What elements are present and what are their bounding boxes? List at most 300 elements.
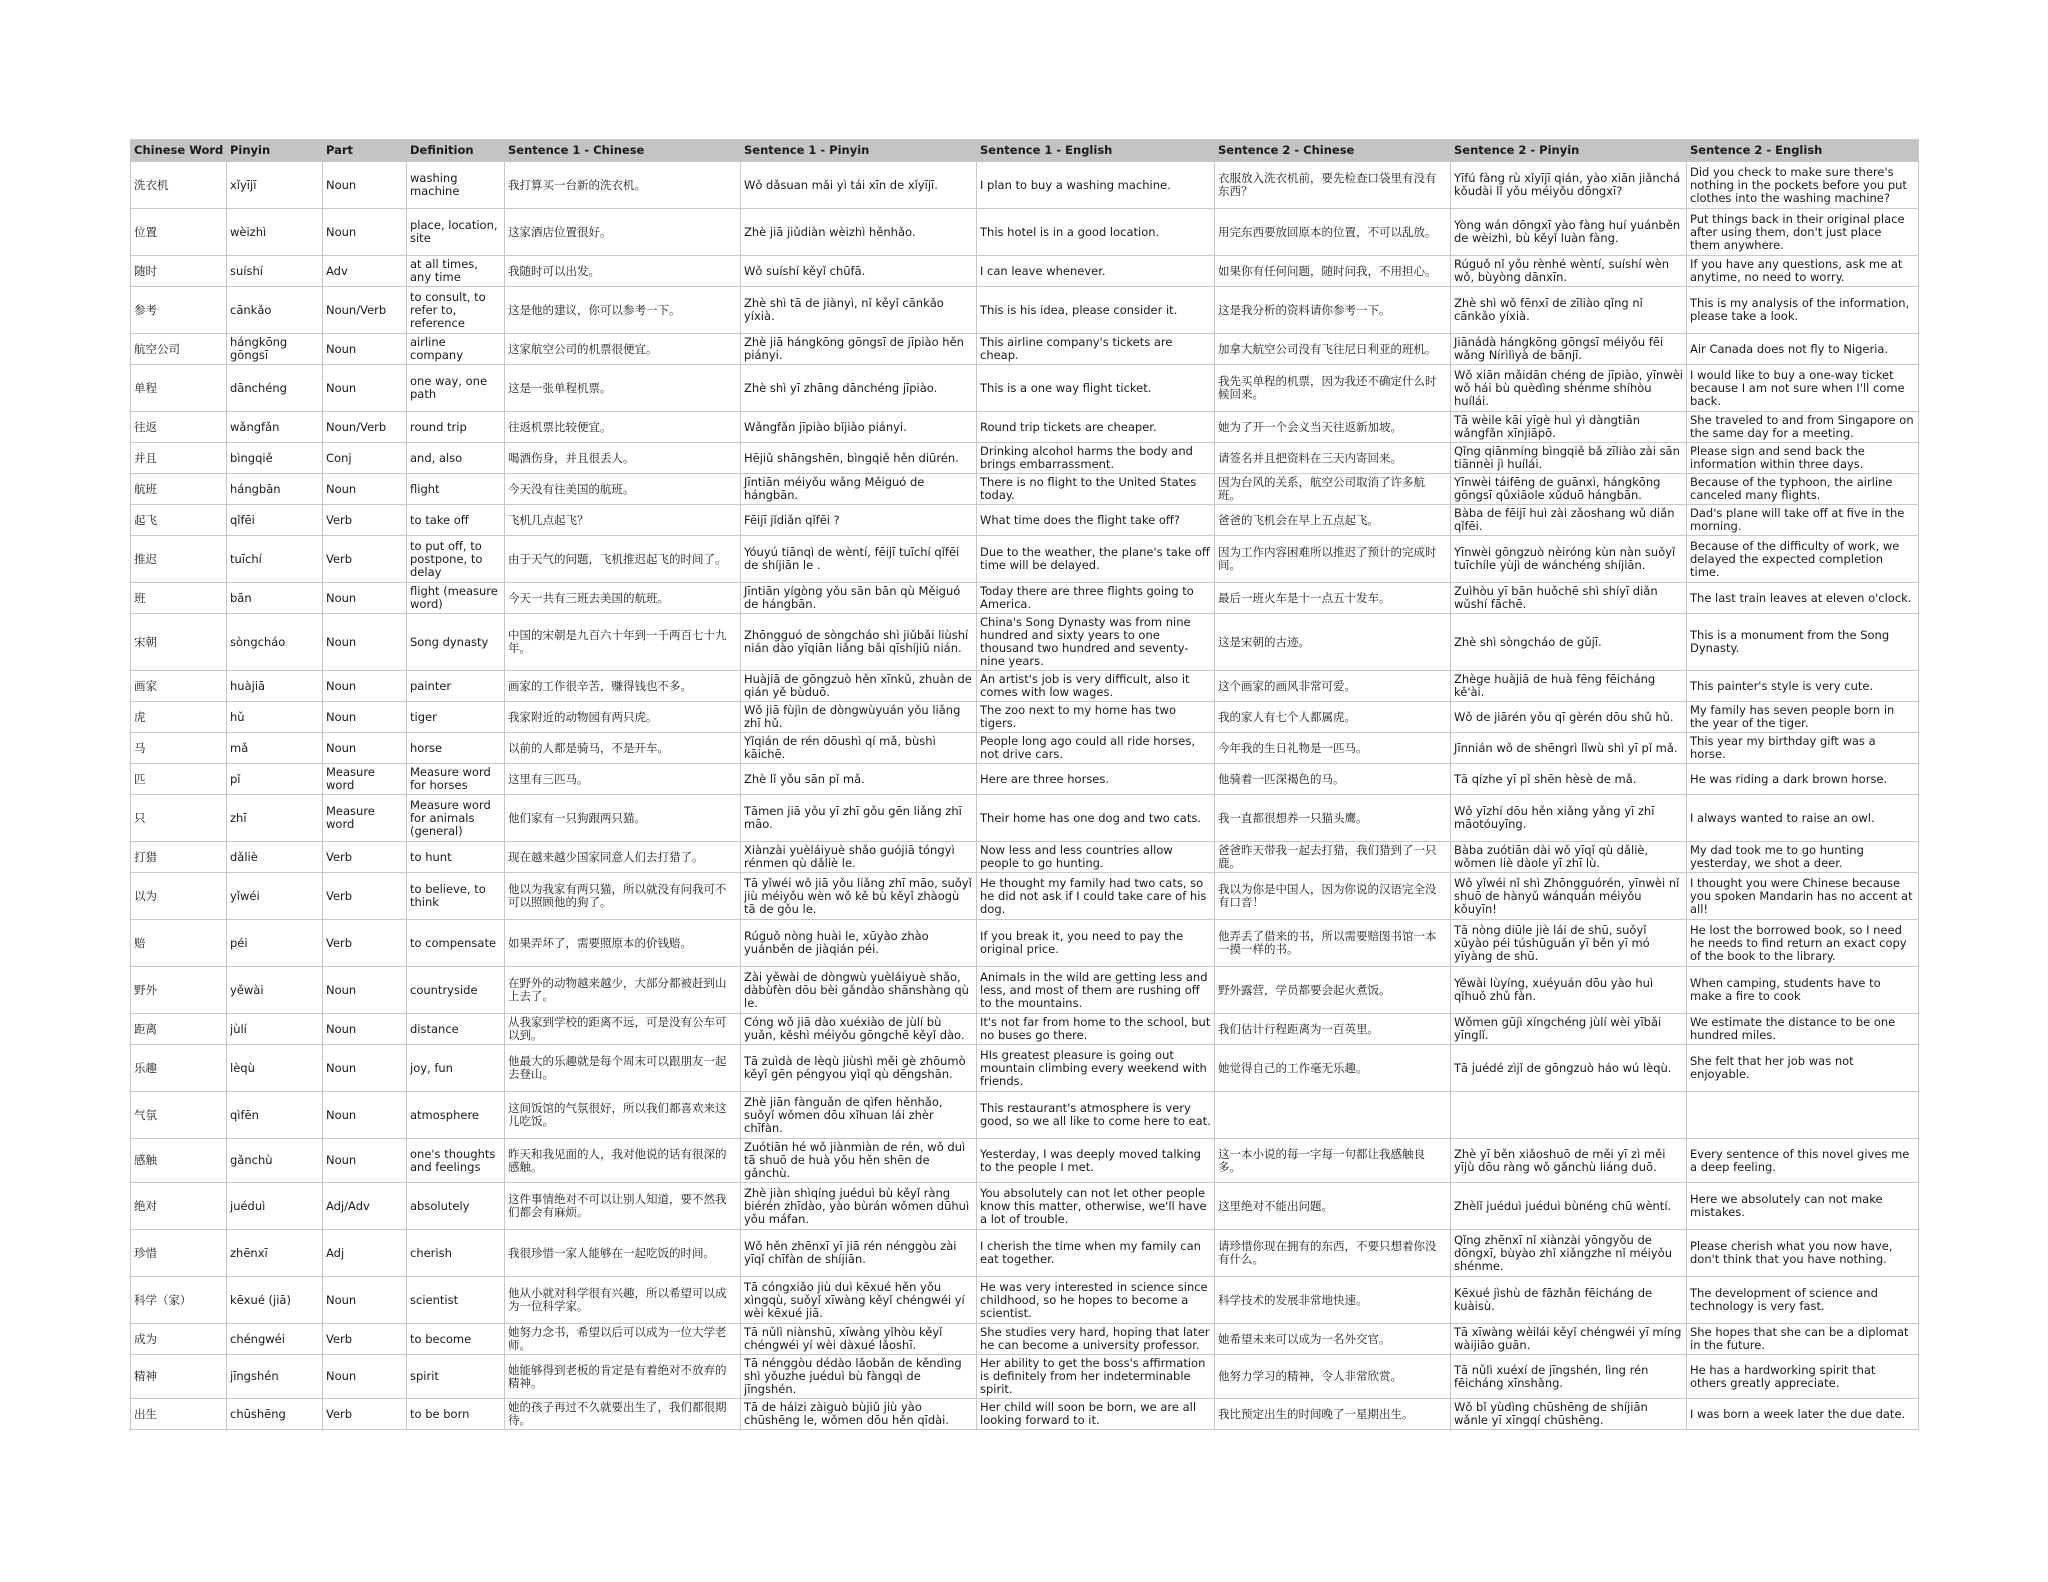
cell-s1-english: Her child will soon be born, we are all looking forward to it.	[977, 1399, 1215, 1430]
cell-s1-pinyin: Rúguǒ nòng huài le, xūyào zhào yuánběn de jiàqián péi.	[741, 920, 977, 967]
cell-s2-chinese: 他骑着一匹深褐色的马。	[1215, 764, 1451, 795]
cell-s2-chinese: 爸爸的飞机会在早上五点起飞。	[1215, 505, 1451, 536]
cell-definition: to believe, to think	[407, 873, 505, 920]
cell-s1-pinyin: Wǒ suíshí kěyǐ chūfā.	[741, 256, 977, 287]
cell-part: Noun	[323, 1277, 407, 1324]
cell-chinese-word: 航空公司	[131, 334, 227, 365]
cell-s1-chinese: 这是一张单程机票。	[505, 365, 741, 412]
cell-s2-english: The last train leaves at eleven o'clock.	[1687, 583, 1919, 614]
cell-s1-pinyin: Jīntiān méiyǒu wǎng Měiguó de hángbān.	[741, 474, 977, 505]
cell-s1-pinyin: Zhè lǐ yǒu sān pǐ mǎ.	[741, 764, 977, 795]
cell-s2-chinese: 野外露营，学员都要会起火煮饭。	[1215, 967, 1451, 1014]
cell-pinyin: jīngshén	[227, 1355, 323, 1399]
cell-s1-chinese: 她的孩子再过不久就要出生了，我们都很期待。	[505, 1399, 741, 1430]
cell-chinese-word: 随时	[131, 256, 227, 287]
table-row	[131, 795, 1919, 842]
cell-pinyin: bìngqiě	[227, 443, 323, 474]
cell-pinyin: dǎliè	[227, 842, 323, 873]
cell-s2-pinyin: Wǒ de jiārén yǒu qī gèrén dōu shǔ hǔ.	[1451, 702, 1687, 733]
cell-chinese-word: 马	[131, 733, 227, 764]
cell-part: Noun	[323, 1139, 407, 1183]
cell-s2-english: I was born a week later the due date.	[1687, 1399, 1919, 1430]
cell-definition: at all times, any time	[407, 256, 505, 287]
cell-definition: horse	[407, 733, 505, 764]
cell-s2-english: Because of the difficulty of work, we delayed the expected completion time.	[1687, 536, 1919, 583]
cell-s2-chinese: 衣服放入洗衣机前，要先检查口袋里有没有东西？	[1215, 162, 1451, 209]
cell-part: Conj	[323, 443, 407, 474]
cell-s1-pinyin: Zhōngguó de sòngcháo shì jiǔbǎi liùshí nián dào yīqiān liǎng bǎi qīshíjiǔ nián.	[741, 614, 977, 671]
cell-pinyin: wǎngfǎn	[227, 412, 323, 443]
col-header-s2-pinyin: Sentence 2 - Pinyin	[1451, 140, 1687, 162]
table-row	[131, 1014, 1919, 1045]
cell-chinese-word: 精神	[131, 1355, 227, 1399]
cell-s2-chinese: 我的家人有七个人都属虎。	[1215, 702, 1451, 733]
cell-s2-english: This is a monument from the Song Dynasty.	[1687, 614, 1919, 671]
cell-chinese-word: 珍惜	[131, 1230, 227, 1277]
cell-chinese-word: 出生	[131, 1399, 227, 1430]
table-row	[131, 873, 1919, 920]
cell-s1-english: Here are three horses.	[977, 764, 1215, 795]
cell-s1-pinyin: Tā nǔlì niànshū, xīwàng yǐhòu kěyǐ chéngwéi yí wèi dàxué lǎoshī.	[741, 1324, 977, 1355]
table-row	[131, 536, 1919, 583]
cell-pinyin: chūshēng	[227, 1399, 323, 1430]
cell-s1-chinese: 从我家到学校的距离不远，可是没有公车可以到。	[505, 1014, 741, 1045]
col-header-s2-english: Sentence 2 - English	[1687, 140, 1919, 162]
cell-chinese-word: 绝对	[131, 1183, 227, 1230]
cell-s1-chinese: 今天一共有三班去美国的航班。	[505, 583, 741, 614]
cell-pinyin: sòngcháo	[227, 614, 323, 671]
cell-part: Adj/Adv	[323, 1183, 407, 1230]
cell-s2-chinese: 因为台风的关系，航空公司取消了许多航班。	[1215, 474, 1451, 505]
table-row	[131, 1324, 1919, 1355]
cell-s2-pinyin: Tā wèile kāi yīgè huì yì dàngtiān wǎngfǎn xīnjiāpō.	[1451, 412, 1687, 443]
cell-s2-pinyin: Wǒ yǐwéi nǐ shì Zhōngguórén, yīnwèi nǐ shuō de hànyǔ wánquán méiyǒu kǒuyīn!	[1451, 873, 1687, 920]
cell-pinyin: zhēnxī	[227, 1230, 323, 1277]
cell-definition: round trip	[407, 412, 505, 443]
cell-s1-chinese: 他最大的乐趣就是每个周末可以跟朋友一起去登山。	[505, 1045, 741, 1092]
cell-s1-english: Yesterday, I was deeply moved talking to the people I met.	[977, 1139, 1215, 1183]
cell-s2-english: Air Canada does not fly to Nigeria.	[1687, 334, 1919, 365]
cell-s2-english: She hopes that she can be a diplomat in the future.	[1687, 1324, 1919, 1355]
cell-chinese-word: 科学（家）	[131, 1277, 227, 1324]
cell-s1-english: I cherish the time when my family can eat together.	[977, 1230, 1215, 1277]
cell-s1-english: You absolutely can not let other people know this matter, otherwise, we'll have a lot of trouble.	[977, 1183, 1215, 1230]
cell-s1-pinyin: Zài yěwài de dòngwù yuèláiyuè shǎo, dàbùfèn dōu bèi gǎndào shānshàng qù le.	[741, 967, 977, 1014]
cell-s1-chinese: 她努力念书，希望以后可以成为一位大学老师。	[505, 1324, 741, 1355]
cell-s1-english: People long ago could all ride horses, not drive cars.	[977, 733, 1215, 764]
cell-definition: distance	[407, 1014, 505, 1045]
cell-chinese-word: 赔	[131, 920, 227, 967]
cell-s2-pinyin: Qǐng zhēnxī nǐ xiànzài yōngyǒu de dōngxī, bùyào zhǐ xiǎngzhe nǐ méiyǒu shénme.	[1451, 1230, 1687, 1277]
cell-s2-english: Here we absolutely can not make mistakes.	[1687, 1183, 1919, 1230]
cell-part: Measure word	[323, 795, 407, 842]
cell-part: Noun	[323, 209, 407, 256]
cell-s2-chinese: 我先买单程的机票，因为我还不确定什么时候回来。	[1215, 365, 1451, 412]
cell-definition: spirit	[407, 1355, 505, 1399]
cell-s1-pinyin: Zuótiān hé wǒ jiànmiàn de rén, wǒ duì tā shuō de huà yǒu hěn shēn de gǎnchù.	[741, 1139, 977, 1183]
cell-s1-english: The zoo next to my home has two tigers.	[977, 702, 1215, 733]
cell-s2-english: He lost the borrowed book, so I need he needs to find return an exact copy of the book to the library.	[1687, 920, 1919, 967]
cell-s2-pinyin: Yīnwèi gōngzuò nèiróng kùn nàn suǒyǐ tuīchíle yùjì de wánchéng shíjiān.	[1451, 536, 1687, 583]
cell-s1-chinese: 昨天和我见面的人，我对他说的话有很深的感触。	[505, 1139, 741, 1183]
cell-part: Noun	[323, 967, 407, 1014]
table-row	[131, 920, 1919, 967]
col-header-s1-chinese: Sentence 1 - Chinese	[505, 140, 741, 162]
cell-s2-english: When camping, students have to make a fire to cook	[1687, 967, 1919, 1014]
cell-s2-english: He was riding a dark brown horse.	[1687, 764, 1919, 795]
cell-s1-chinese: 他以为我家有两只猫，所以就没有问我可不可以照顾他的狗了。	[505, 873, 741, 920]
cell-part: Adv	[323, 256, 407, 287]
cell-chinese-word: 宋朝	[131, 614, 227, 671]
cell-part: Verb	[323, 873, 407, 920]
cell-s2-pinyin: Yěwài lùyíng, xuéyuán dōu yào huì qǐhuǒ zhǔ fàn.	[1451, 967, 1687, 1014]
table-row	[131, 671, 1919, 702]
table-row	[131, 1092, 1919, 1139]
table-row	[131, 1399, 1919, 1430]
cell-s1-pinyin: Tā cóngxiǎo jiù duì kēxué hěn yǒu xìngqù, suǒyǐ xīwàng kěyǐ chéngwéi yí wèi kēxué jiā.	[741, 1277, 977, 1324]
cell-definition: to put off, to postpone, to delay	[407, 536, 505, 583]
cell-s1-chinese: 在野外的动物越来越少，大部分都被赶到山上去了。	[505, 967, 741, 1014]
cell-part: Adj	[323, 1230, 407, 1277]
cell-s2-pinyin: Zhè shì wǒ fēnxī de zīliào qǐng nǐ cānkǎo yíxià.	[1451, 287, 1687, 334]
cell-pinyin: péi	[227, 920, 323, 967]
table-row	[131, 365, 1919, 412]
cell-pinyin: hángkōng gōngsī	[227, 334, 323, 365]
cell-s2-chinese: 爸爸昨天带我一起去打猎，我们猎到了一只鹿。	[1215, 842, 1451, 873]
cell-s1-chinese: 我打算买一台新的洗衣机。	[505, 162, 741, 209]
cell-s1-english: This restaurant's atmosphere is very good, so we all like to come here to eat.	[977, 1092, 1215, 1139]
cell-pinyin: zhī	[227, 795, 323, 842]
cell-pinyin: lèqù	[227, 1045, 323, 1092]
cell-s1-chinese: 以前的人都是骑马，不是开车。	[505, 733, 741, 764]
cell-s1-english: This hotel is in a good location.	[977, 209, 1215, 256]
cell-s1-chinese: 她能够得到老板的肯定是有着绝对不放弃的精神。	[505, 1355, 741, 1399]
cell-s2-pinyin: Tā xīwàng wèilái kěyǐ chéngwéi yī míng wàijiāo guān.	[1451, 1324, 1687, 1355]
cell-chinese-word: 并且	[131, 443, 227, 474]
cell-s1-chinese: 由于天气的问题，飞机推迟起飞的时间了。	[505, 536, 741, 583]
cell-s2-pinyin: Kēxué jìshù de fāzhǎn fēicháng de kuàisù.	[1451, 1277, 1687, 1324]
cell-s1-pinyin: Yóuyú tiānqì de wèntí, fēijī tuīchí qǐfēi de shíjiān le .	[741, 536, 977, 583]
cell-pinyin: xǐyījī	[227, 162, 323, 209]
cell-part: Verb	[323, 1399, 407, 1430]
cell-part: Verb	[323, 536, 407, 583]
cell-s2-english: Because of the typhoon, the airline canceled many flights.	[1687, 474, 1919, 505]
cell-s2-chinese: 这个画家的画风非常可爱。	[1215, 671, 1451, 702]
cell-s1-chinese: 今天没有往美国的航班。	[505, 474, 741, 505]
cell-chinese-word: 推迟	[131, 536, 227, 583]
cell-definition: flight	[407, 474, 505, 505]
cell-s2-pinyin: Yīfú fàng rù xǐyījī qián, yào xiān jiǎnchá kǒudài lǐ yǒu méiyǒu dōngxī?	[1451, 162, 1687, 209]
cell-s2-chinese: 这一本小说的每一字每一句都让我感触良多。	[1215, 1139, 1451, 1183]
cell-definition: to become	[407, 1324, 505, 1355]
cell-s2-chinese: 我一直都很想养一只猫头鹰。	[1215, 795, 1451, 842]
cell-pinyin: pǐ	[227, 764, 323, 795]
cell-s2-chinese: 他努力学习的精神，令人非常欣赏。	[1215, 1355, 1451, 1399]
table-row	[131, 764, 1919, 795]
cell-s1-english: Her ability to get the boss's affirmation is definitely from her indeterminable spirit.	[977, 1355, 1215, 1399]
cell-definition: and, also	[407, 443, 505, 474]
cell-s1-pinyin: Tā yǐwéi wǒ jiā yǒu liǎng zhī māo, suǒyǐ jiù méiyǒu wèn wǒ kě bù kěyǐ zhàogù tā de gǒu le.	[741, 873, 977, 920]
cell-s1-pinyin: Jīntiān yígòng yǒu sān bān qù Měiguó de hángbān.	[741, 583, 977, 614]
cell-chinese-word: 位置	[131, 209, 227, 256]
cell-part: Noun	[323, 1014, 407, 1045]
cell-part: Verb	[323, 920, 407, 967]
cell-s2-english: I thought you were Chinese because you spoken Mandarin has no accent at all!	[1687, 873, 1919, 920]
cell-s1-pinyin: Wǒ hěn zhēnxī yī jiā rén nénggòu zài yīqǐ chīfàn de shíjiān.	[741, 1230, 977, 1277]
cell-definition: Measure word for animals (general)	[407, 795, 505, 842]
cell-s1-english: What time does the flight take off?	[977, 505, 1215, 536]
cell-chinese-word: 距离	[131, 1014, 227, 1045]
cell-chinese-word: 虎	[131, 702, 227, 733]
cell-chinese-word: 乐趣	[131, 1045, 227, 1092]
vocabulary-table	[130, 139, 1919, 1430]
table-row	[131, 412, 1919, 443]
cell-s2-pinyin: Jiānádà hángkōng gōngsī méiyǒu fēi wǎng Nírìlìyà de bānjī.	[1451, 334, 1687, 365]
cell-pinyin: juéduì	[227, 1183, 323, 1230]
cell-s2-english: If you have any questions, ask me at anytime, no need to worry.	[1687, 256, 1919, 287]
cell-s2-chinese: 我以为你是中国人，因为你说的汉语完全没有口音！	[1215, 873, 1451, 920]
cell-s1-english: China's Song Dynasty was from nine hundred and sixty years to one thousand two hundred and seventy-nine years.	[977, 614, 1215, 671]
cell-s1-pinyin: Tā zuìdà de lèqù jiùshì měi gè zhōumò kěyǐ gēn péngyou yìqǐ qù dēngshān.	[741, 1045, 977, 1092]
cell-pinyin: kēxué (jiā)	[227, 1277, 323, 1324]
table-row	[131, 1139, 1919, 1183]
cell-s1-chinese: 中国的宋朝是九百六十年到一千两百七十九年。	[505, 614, 741, 671]
table-body	[131, 162, 1919, 1430]
table-row	[131, 334, 1919, 365]
cell-s1-chinese: 这里有三匹马。	[505, 764, 741, 795]
cell-s2-english: Every sentence of this novel gives me a deep feeling.	[1687, 1139, 1919, 1183]
cell-s2-pinyin: Yīnwèi táifēng de guānxì, hángkōng gōngsī qǔxiāole xǔduō hángbān.	[1451, 474, 1687, 505]
cell-s1-english: I can leave whenever.	[977, 256, 1215, 287]
cell-chinese-word: 班	[131, 583, 227, 614]
cell-part: Noun	[323, 365, 407, 412]
cell-part: Noun	[323, 162, 407, 209]
cell-s1-chinese: 画家的工作很辛苦，赚得钱也不多。	[505, 671, 741, 702]
cell-s2-english: He has a hardworking spirit that others greatly appreciate.	[1687, 1355, 1919, 1399]
cell-s1-pinyin: Zhè jiā jiǔdiàn wèizhì hěnhǎo.	[741, 209, 977, 256]
cell-pinyin: jùlí	[227, 1014, 323, 1045]
cell-pinyin: suíshí	[227, 256, 323, 287]
cell-s1-chinese: 我很珍惜一家人能够在一起吃饭的时间。	[505, 1230, 741, 1277]
cell-s1-english: She studies very hard, hoping that later he can become a university professor.	[977, 1324, 1215, 1355]
cell-pinyin: yǐwéi	[227, 873, 323, 920]
table-row	[131, 505, 1919, 536]
cell-s1-chinese: 这家航空公司的机票很便宜。	[505, 334, 741, 365]
cell-s1-chinese: 我家附近的动物园有两只虎。	[505, 702, 741, 733]
cell-s1-english: HIs greatest pleasure is going out mountain climbing every weekend with friends.	[977, 1045, 1215, 1092]
cell-s2-pinyin: Qǐng qiānmíng bìngqiě bǎ zīliào zài sān tiānnèi jì huílái.	[1451, 443, 1687, 474]
cell-s2-chinese: 如果你有任何问题，随时问我，不用担心。	[1215, 256, 1451, 287]
cell-pinyin: mǎ	[227, 733, 323, 764]
cell-s1-chinese: 现在越来越少国家同意人们去打猎了。	[505, 842, 741, 873]
cell-s1-chinese: 飞机几点起飞？	[505, 505, 741, 536]
cell-part: Verb	[323, 842, 407, 873]
cell-s1-pinyin: Zhè jiān fànguǎn de qìfen hěnhǎo, suǒyǐ wǒmen dōu xǐhuan lái zhèr chīfàn.	[741, 1092, 977, 1139]
table-row	[131, 287, 1919, 334]
cell-s2-pinyin: Tā nǔlì xuéxí de jīngshén, lìng rén fēicháng xīnshǎng.	[1451, 1355, 1687, 1399]
table-row	[131, 1045, 1919, 1092]
cell-s1-english: If you break it, you need to pay the original price.	[977, 920, 1215, 967]
cell-s1-chinese: 这家酒店位置很好。	[505, 209, 741, 256]
cell-s1-english: There is no flight to the United States today.	[977, 474, 1215, 505]
cell-pinyin: qìfēn	[227, 1092, 323, 1139]
cell-s1-pinyin: Yǐqián de rén dōushì qí mǎ, bùshì kāichē.	[741, 733, 977, 764]
cell-s1-pinyin: Wǒ jiā fùjìn de dòngwùyuán yǒu liǎng zhī hǔ.	[741, 702, 977, 733]
cell-definition: flight (measure word)	[407, 583, 505, 614]
cell-s1-pinyin: Wǒ dǎsuan mǎi yì tái xīn de xǐyījī.	[741, 162, 977, 209]
cell-s2-pinyin: Zuìhòu yī bān huǒchē shì shíyī diǎn wǔshí fāchē.	[1451, 583, 1687, 614]
cell-s2-pinyin: Zhèlǐ juéduì juéduì bùnéng chū wèntí.	[1451, 1183, 1687, 1230]
cell-pinyin: tuīchí	[227, 536, 323, 583]
cell-chinese-word: 画家	[131, 671, 227, 702]
col-header-definition: Definition	[407, 140, 505, 162]
table-row	[131, 1230, 1919, 1277]
cell-part: Noun	[323, 1045, 407, 1092]
col-header-s1-pinyin: Sentence 1 - Pinyin	[741, 140, 977, 162]
cell-s2-english: She traveled to and from Singapore on the same day for a meeting.	[1687, 412, 1919, 443]
table-row	[131, 209, 1919, 256]
cell-s2-chinese: 她为了开一个会义当天往返新加坡。	[1215, 412, 1451, 443]
cell-pinyin: bān	[227, 583, 323, 614]
col-header-part: Part	[323, 140, 407, 162]
cell-definition: to consult, to refer to, reference	[407, 287, 505, 334]
cell-definition: cherish	[407, 1230, 505, 1277]
cell-s1-pinyin: Fēijī jǐdiǎn qǐfēi ?	[741, 505, 977, 536]
cell-s1-pinyin: Cóng wǒ jiā dào xuéxiào de jùlí bù yuǎn, kěshì méiyǒu gōngchē kěyǐ dào.	[741, 1014, 977, 1045]
cell-chinese-word: 往返	[131, 412, 227, 443]
cell-s2-pinyin: Bàba zuótiān dài wǒ yīqǐ qù dǎliè, wǒmen liè dàole yī zhī lù.	[1451, 842, 1687, 873]
cell-part: Noun	[323, 334, 407, 365]
cell-s2-english: My family has seven people born in the year of the tiger.	[1687, 702, 1919, 733]
table-row	[131, 1183, 1919, 1230]
cell-s1-pinyin: Xiànzài yuèláiyuè shǎo guójiā tóngyì rénmen qù dǎliè le.	[741, 842, 977, 873]
table-row	[131, 733, 1919, 764]
table-row	[131, 583, 1919, 614]
cell-chinese-word: 成为	[131, 1324, 227, 1355]
cell-s1-english: Their home has one dog and two cats.	[977, 795, 1215, 842]
cell-s1-english: Due to the weather, the plane's take off time will be delayed.	[977, 536, 1215, 583]
cell-s1-english: Today there are three flights going to America.	[977, 583, 1215, 614]
table-row	[131, 1277, 1919, 1324]
header-row	[131, 140, 1919, 162]
cell-definition: to be born	[407, 1399, 505, 1430]
cell-chinese-word: 野外	[131, 967, 227, 1014]
cell-s2-pinyin: Jīnnián wǒ de shēngrì lǐwù shì yī pǐ mǎ.	[1451, 733, 1687, 764]
cell-s2-english: I always wanted to raise an owl.	[1687, 795, 1919, 842]
cell-s1-chinese: 如果弄坏了，需要照原本的价钱赔。	[505, 920, 741, 967]
cell-chinese-word: 只	[131, 795, 227, 842]
cell-s1-pinyin: Zhè shì tā de jiànyì, nǐ kěyǐ cānkǎo yíxià.	[741, 287, 977, 334]
cell-s1-pinyin: Zhè jiàn shìqíng juéduì bù kěyǐ ràng biérén zhīdào, yào bùrán wǒmen dūhuì yǒu máfan.	[741, 1183, 977, 1230]
table-row	[131, 474, 1919, 505]
cell-s2-chinese: 这是我分析的资料请你参考一下。	[1215, 287, 1451, 334]
cell-part: Noun/Verb	[323, 412, 407, 443]
cell-s2-chinese: 我比预定出生的时间晚了一星期出生。	[1215, 1399, 1451, 1430]
cell-definition: tiger	[407, 702, 505, 733]
col-header-chinese-word: Chinese Word	[131, 140, 227, 162]
cell-pinyin: yěwài	[227, 967, 323, 1014]
cell-s2-pinyin: Tā nòng diūle jiè lái de shū, suǒyǐ xūyào péi túshūguǎn yī běn yī mó yīyàng de shū.	[1451, 920, 1687, 967]
table-row	[131, 614, 1919, 671]
cell-s1-english: He was very interested in science since childhood, so he hopes to become a scientist.	[977, 1277, 1215, 1324]
cell-pinyin: chéngwéi	[227, 1324, 323, 1355]
cell-s2-pinyin: Wǒ xiān mǎidān chéng de jīpiào, yīnwèi wǒ hái bù quèdìng shénme shíhòu huílái.	[1451, 365, 1687, 412]
cell-definition: scientist	[407, 1277, 505, 1324]
cell-s2-english: Dad's plane will take off at five in the morning.	[1687, 505, 1919, 536]
cell-s2-english: Did you check to make sure there's nothing in the pockets before you put clothes into the washing machine?	[1687, 162, 1919, 209]
cell-s1-chinese: 他从小就对科学很有兴趣，所以希望可以成为一位科学家。	[505, 1277, 741, 1324]
cell-s2-english	[1687, 1092, 1919, 1139]
cell-s2-chinese: 这里绝对不能出问题。	[1215, 1183, 1451, 1230]
cell-part: Verb	[323, 505, 407, 536]
cell-s2-english: I would like to buy a one-way ticket because I am not sure when I'll come back.	[1687, 365, 1919, 412]
cell-s2-chinese: 她觉得自己的工作毫无乐趣。	[1215, 1045, 1451, 1092]
col-header-s2-chinese: Sentence 2 - Chinese	[1215, 140, 1451, 162]
cell-definition: one's thoughts and feelings	[407, 1139, 505, 1183]
cell-s2-pinyin: Yòng wán dōngxī yào fàng huí yuánběn de wèizhì, bù kěyǐ luàn fàng.	[1451, 209, 1687, 256]
cell-s2-chinese: 这是宋朝的古迹。	[1215, 614, 1451, 671]
cell-part: Noun/Verb	[323, 287, 407, 334]
cell-s1-pinyin: Huàjiā de gōngzuò hěn xīnkǔ, zhuàn de qián yě bùduō.	[741, 671, 977, 702]
cell-s2-pinyin: Wǒmen gūjì xíngchéng jùlí wèi yībǎi yīnglǐ.	[1451, 1014, 1687, 1045]
cell-s1-chinese: 我随时可以出发。	[505, 256, 741, 287]
cell-s2-chinese: 最后一班火车是十一点五十发车。	[1215, 583, 1451, 614]
cell-s1-chinese: 他们家有一只狗跟两只猫。	[505, 795, 741, 842]
table-row	[131, 967, 1919, 1014]
cell-definition: to take off	[407, 505, 505, 536]
cell-s1-english: Now less and less countries allow people to go hunting.	[977, 842, 1215, 873]
cell-s2-chinese: 请珍惜你现在拥有的东西，不要只想着你没有什么。	[1215, 1230, 1451, 1277]
cell-pinyin: cānkǎo	[227, 287, 323, 334]
cell-pinyin: huàjiā	[227, 671, 323, 702]
cell-s1-english: Drinking alcohol harms the body and brings embarrassment.	[977, 443, 1215, 474]
cell-s2-chinese: 请签名并且把资料在三天内寄回来。	[1215, 443, 1451, 474]
cell-part: Noun	[323, 1092, 407, 1139]
cell-s1-chinese: 喝酒伤身，并且很丢人。	[505, 443, 741, 474]
cell-part: Noun	[323, 1355, 407, 1399]
cell-s2-pinyin: Zhège huàjiā de huà fēng fēicháng kě'ài.	[1451, 671, 1687, 702]
cell-s2-pinyin: Rúguǒ nǐ yǒu rènhé wèntí, suíshí wèn wǒ, bùyòng dānxīn.	[1451, 256, 1687, 287]
cell-definition: Song dynasty	[407, 614, 505, 671]
cell-s2-pinyin: Zhè shì sòngcháo de gǔjī.	[1451, 614, 1687, 671]
cell-s1-english: Round trip tickets are cheaper.	[977, 412, 1215, 443]
cell-s2-english: She felt that her job was not enjoyable.	[1687, 1045, 1919, 1092]
cell-chinese-word: 单程	[131, 365, 227, 412]
cell-definition: airline company	[407, 334, 505, 365]
cell-s2-pinyin: Tā juédé zìjǐ de gōngzuò háo wú lèqù.	[1451, 1045, 1687, 1092]
cell-chinese-word: 起飞	[131, 505, 227, 536]
cell-s2-english: We estimate the distance to be one hundred miles.	[1687, 1014, 1919, 1045]
table-row	[131, 842, 1919, 873]
cell-s1-english: This is a one way flight ticket.	[977, 365, 1215, 412]
cell-s2-chinese: 用完东西要放回原本的位置，不可以乱放。	[1215, 209, 1451, 256]
cell-s1-english: This airline company's tickets are cheap.	[977, 334, 1215, 365]
cell-s1-english: This is his idea, please consider it.	[977, 287, 1215, 334]
cell-pinyin: dānchéng	[227, 365, 323, 412]
table-row	[131, 443, 1919, 474]
cell-s1-pinyin: Hējiǔ shāngshēn, bìngqiě hěn diūrén.	[741, 443, 977, 474]
cell-s2-english: This year my birthday gift was a horse.	[1687, 733, 1919, 764]
cell-s1-pinyin: Tā nénggòu dédào lǎobǎn de kěndìng shì yǒuzhe juéduì bù fàngqì de jīngshén.	[741, 1355, 977, 1399]
cell-definition: washing machine	[407, 162, 505, 209]
cell-part: Noun	[323, 614, 407, 671]
cell-s2-pinyin: Zhè yī běn xiǎoshuō de měi yī zì měi yījù dōu ràng wǒ gǎnchù liáng duō.	[1451, 1139, 1687, 1183]
cell-s1-chinese: 往返机票比较便宜。	[505, 412, 741, 443]
cell-part: Verb	[323, 1324, 407, 1355]
cell-s2-english: Please cherish what you now have, don't think that you have nothing.	[1687, 1230, 1919, 1277]
table-row	[131, 256, 1919, 287]
cell-s1-english: He thought my family had two cats, so he did not ask if I could take care of his dog.	[977, 873, 1215, 920]
